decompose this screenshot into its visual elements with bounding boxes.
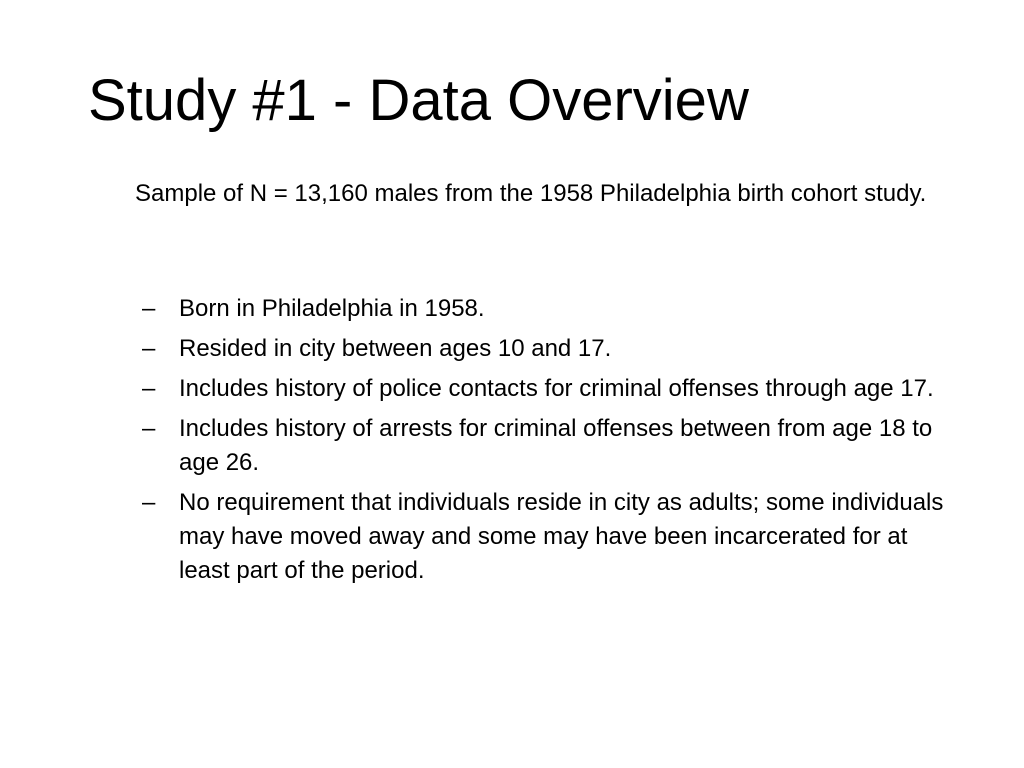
bullet-item — [142, 332, 962, 366]
dash-bullet-icon: – — [142, 335, 156, 362]
slide-title: Study #1 - Data Overview — [88, 68, 749, 133]
bullet-item — [142, 486, 962, 588]
bullet-text: No requirement that individuals reside in city as adults; some individuals may have moved away and some may have been incarcerated for at least part of the period. — [179, 489, 944, 584]
dash-bullet-icon: – — [142, 415, 156, 442]
bullet-text: Born in Philadelphia in 1958. — [179, 295, 485, 322]
dash-bullet-icon: – — [142, 489, 156, 516]
dash-bullet-icon: – — [142, 375, 156, 402]
bullet-text: Resided in city between ages 10 and 17. — [179, 335, 612, 362]
intro-paragraph: Sample of N = 13,160 males from the 1958 Philadelphia birth cohort study. — [135, 180, 927, 207]
dash-bullet-icon: – — [142, 295, 156, 322]
bullet-item — [142, 372, 962, 406]
bullet-list — [142, 292, 962, 594]
bullet-text: Includes history of police contacts for criminal offenses through age 17. — [179, 375, 934, 402]
bullet-item — [142, 292, 962, 326]
bullet-item — [142, 412, 962, 480]
bullet-text: Includes history of arrests for criminal offenses between from age 18 to age 26. — [179, 415, 933, 476]
